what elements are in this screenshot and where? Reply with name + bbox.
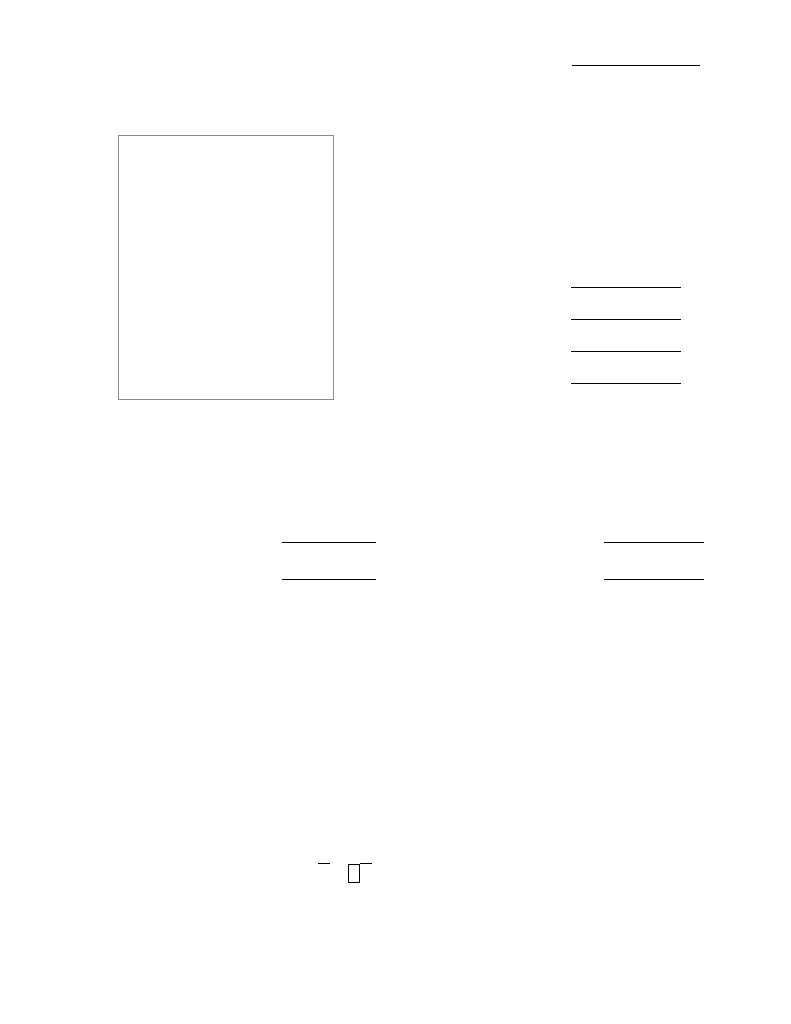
answer-blank[interactable] bbox=[571, 263, 681, 288]
question-text bbox=[386, 295, 396, 313]
solubility-graph bbox=[88, 128, 344, 433]
question-text bbox=[422, 521, 431, 537]
question-text bbox=[92, 558, 101, 574]
page-footer bbox=[0, 918, 791, 919]
fraction-left bbox=[306, 866, 330, 881]
fraction-left-numerator bbox=[306, 866, 318, 881]
question-text bbox=[386, 263, 396, 281]
question-row bbox=[386, 263, 706, 295]
question-row bbox=[386, 359, 706, 391]
question-row bbox=[386, 295, 706, 327]
fraction-right bbox=[348, 866, 372, 881]
questions-1-4-list bbox=[386, 263, 706, 391]
answer-blank[interactable] bbox=[282, 542, 376, 543]
question-text bbox=[386, 327, 396, 345]
answer-blank[interactable] bbox=[571, 327, 681, 352]
plot-area bbox=[118, 135, 334, 400]
answer-blank[interactable] bbox=[604, 542, 704, 543]
question-12-work bbox=[306, 866, 372, 881]
answer-blank[interactable] bbox=[604, 579, 704, 580]
chart-svg bbox=[119, 136, 333, 399]
final-answer-boxed bbox=[348, 864, 360, 883]
answer-blank[interactable] bbox=[571, 295, 681, 320]
question-text bbox=[92, 521, 101, 537]
fraction-left-denominator bbox=[318, 863, 330, 880]
answer-blank[interactable] bbox=[571, 359, 681, 384]
fraction-right-denominator bbox=[360, 863, 372, 880]
question-text bbox=[386, 359, 396, 377]
page-header bbox=[92, 44, 702, 70]
question-text bbox=[422, 558, 431, 574]
name-blank-rule bbox=[572, 65, 700, 66]
question-row bbox=[386, 327, 706, 359]
answer-blank[interactable] bbox=[282, 579, 376, 580]
